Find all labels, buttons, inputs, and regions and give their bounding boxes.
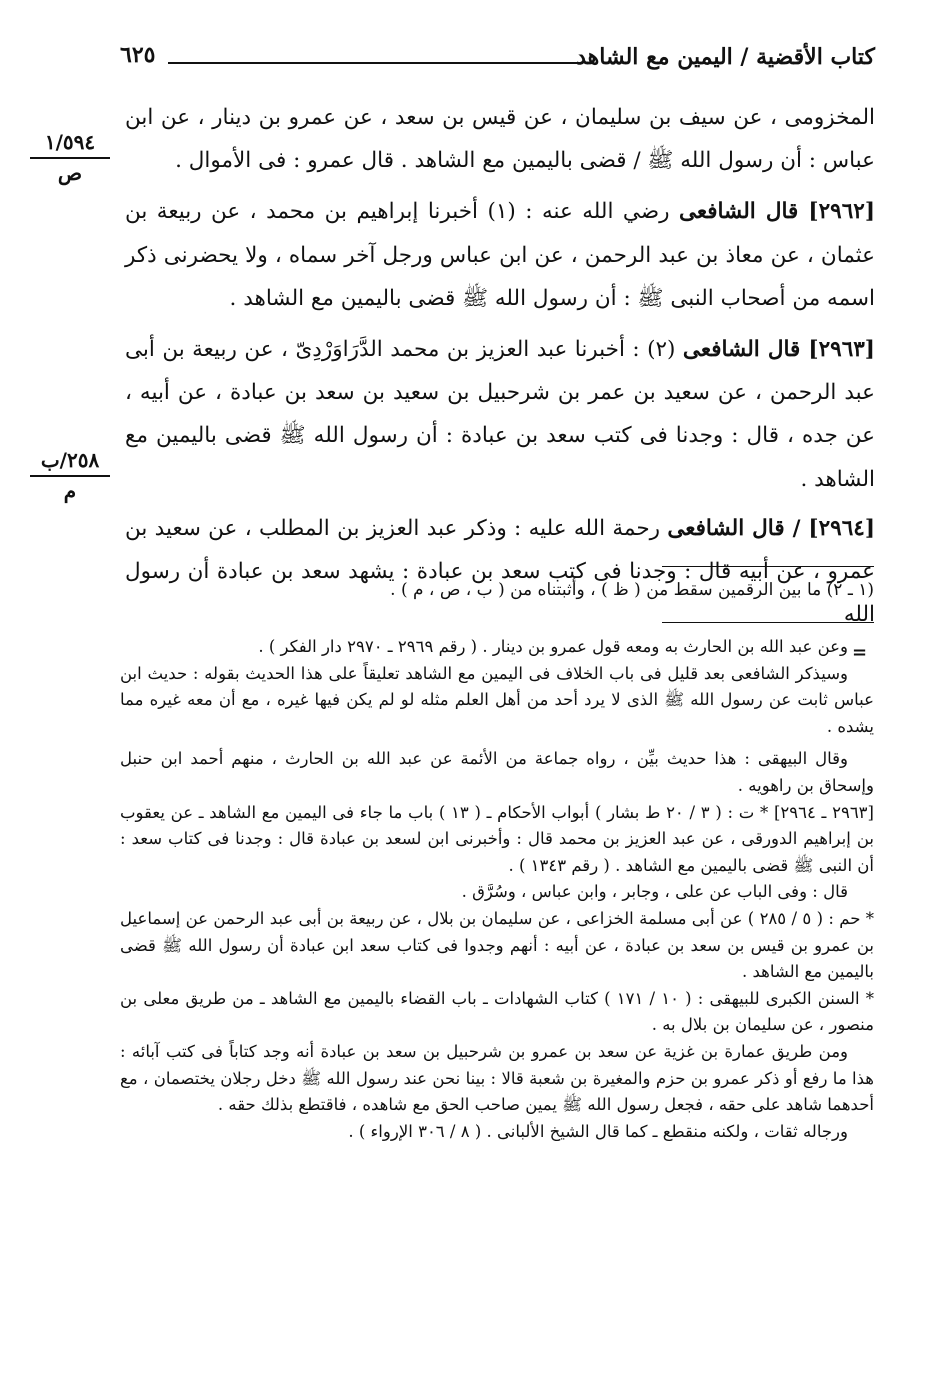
footnote: (١ ـ ٢) ما بين الرقمين سقط من ( ظ ) ، وأثبتناه من ( ب ، ص ، م ) . bbox=[390, 580, 874, 600]
annotation-line: * السنن الكبرى للبيهقى : ( ١٠ / ١٧١ ) كتاب الشهادات ـ باب القضاء باليمين مع الشاهد ـ من طريق معلى بن منصور ، عن سليمان بن بلال به . bbox=[120, 988, 874, 1035]
page-number: ٦٢٥ bbox=[120, 42, 156, 68]
hadith-2963 bbox=[125, 328, 875, 501]
hadith-text: رحمة الله عليه : وذكر عبد العزيز بن المطلب ، عن سعيد بن عمرو ، عن أبيه قال : وجدنا فى كتب سعد بن عبادة : يشهد سعد بن عبادة أن رسول الله bbox=[125, 515, 875, 628]
annotation-line: قال : وفى الباب عن على ، وجابر ، وابن عباس ، وسُرَّق . bbox=[461, 882, 848, 902]
hadith-2964 bbox=[125, 507, 875, 637]
annotations-rule bbox=[662, 622, 874, 623]
hadith-heading: [٢٩٦٤] / قال الشافعى bbox=[667, 515, 875, 541]
annotation-line: ومن طريق عمارة بن غزية عن سعد بن عمرو بن شرحبيل بن سعد بن عبادة أنه وجد كتاباً فى كتب آبائه : هذا ما رفع أو ذكر عمرو بن حزم والمغيرة بن شعبة قالا : بينا نحن عند رسول الله ﷺ دخل رجلان يختصمان ، مع أحدهما شاهد على حقه ، فجعل رسول الله ﷺ يمين صاحب الحق مع شاهده ، فاقتطع بذلك حقه . bbox=[120, 1041, 874, 1115]
margin-reference bbox=[30, 130, 110, 185]
hadith-heading: [٢٩٦٣] قال الشافعى bbox=[682, 337, 875, 363]
hadith-heading: [٢٩٦٢] قال الشافعى bbox=[678, 199, 875, 225]
margin-ref-manuscript: ١/٥٩٤ bbox=[30, 130, 110, 159]
paragraph-continuation bbox=[125, 96, 875, 182]
annotation-line: * حم : ( ٥ / ٢٨٥ ) عن أبى مسلمة الخزاعى ، عن سليمان بن بلال ، عن ربيعة بن أبى عبد الرحمن عن إسماعيل بن عمرو بن قيس بن سعد بن عبادة ، عن أبيه : أنهم وجدوا فى كتاب سعد ابن عبادة أن رسول الله ﷺ قضى باليمين مع الشاهد . bbox=[120, 908, 874, 982]
annotation-line: ورجاله ثقات ، ولكنه منقطع ـ كما قال الشيخ الألبانى . ( ٨ / ٣٠٦ الإرواء ) . bbox=[348, 1121, 848, 1141]
margin-reference bbox=[30, 448, 110, 503]
annotation-line: وعن عبد الله بن الحارث به ومعه قول عمرو بن دينار . ( رقم ٢٩٦٩ ـ ٢٩٧٠ دار الفكر ) . bbox=[258, 637, 848, 656]
annotation-line: وقال البيهقى : هذا حديث بيِّن ، رواه جماعة من الأئمة عن عبد الله بن الحارث ، منهم أحمد ابن حنبل وإسحاق بن راهويه . bbox=[120, 749, 874, 795]
main-text bbox=[125, 96, 875, 636]
hadith-text: (٢) : أخبرنا عبد العزيز بن محمد الدَّرَاوَرْدِىّ ، عن ربيعة بن أبى عبد الرحمن ، عن سعيد بن عمر بن شرحبيل بن سعيد بن سعد بن عبادة ، عن أبيه ، عن جده ، قال : وجدنا فى كتب سعد بن عبادة : أن رسول الله ﷺ قضى باليمين مع الشاهد . bbox=[125, 337, 875, 492]
header-rule bbox=[168, 62, 583, 64]
margin-ref-siglum: م bbox=[63, 479, 77, 503]
continuation-mark: = bbox=[852, 642, 868, 663]
margin-ref-manuscript: ٢٥٨/ب bbox=[30, 448, 110, 477]
footnote-rule bbox=[662, 566, 874, 567]
paragraph-text: المخزومى ، عن سيف بن سليمان ، عن قيس بن سعد ، عن عمرو بن دينار ، عن ابن عباس : أن رسول الله ﷺ / قضى باليمين مع الشاهد . قال عمرو : فى الأموال . bbox=[125, 105, 875, 174]
hadith-2962 bbox=[125, 190, 875, 320]
annotation-line: [٢٩٦٣ ـ ٢٩٦٤] * ت : ( ٣ / ٢٠ ط بشار ) أبواب الأحكام ـ ( ١٣ ) باب ما جاء فى اليمين مع الشاهد ـ عن يعقوب بن إبراهيم الدورقى ، عن عبد العزيز بن محمد قال : وأخبرنى ابن لسعد بن عبادة قال : وجدنا فى كتاب سعد : أن النبى ﷺ قضى باليمين مع الشاهد . ( رقم ١٣٤٣ ) . bbox=[120, 802, 874, 875]
annotation-line: وسيذكر الشافعى بعد قليل فى باب الخلاف فى اليمين مع الشاهد تعليقاً على هذا الحديث بقوله : حديث ابن عباس ثابت عن رسول الله ﷺ الذى لا يرد أحد من أهل العلم مثله لو لم يكن فيها غيره ، مع أن معه غيره مما يشده . bbox=[120, 663, 874, 736]
margin-ref-siglum: ص bbox=[57, 161, 83, 185]
hadith-text: رضي الله عنه : (١) أخبرنا إبراهيم بن محمد ، عن ربيعة بن عثمان ، عن معاذ بن عبد الرحمن ، عن ابن عباس ورجل آخر سماه ، ولا يحضرنى ذكر اسمه من أصحاب النبى ﷺ : أن رسول الله ﷺ قضى باليمين مع الشاهد . bbox=[125, 199, 875, 311]
running-header bbox=[120, 38, 875, 78]
annotations bbox=[120, 634, 874, 1145]
running-title: كتاب الأقضية / اليمين مع الشاهد bbox=[576, 44, 875, 70]
